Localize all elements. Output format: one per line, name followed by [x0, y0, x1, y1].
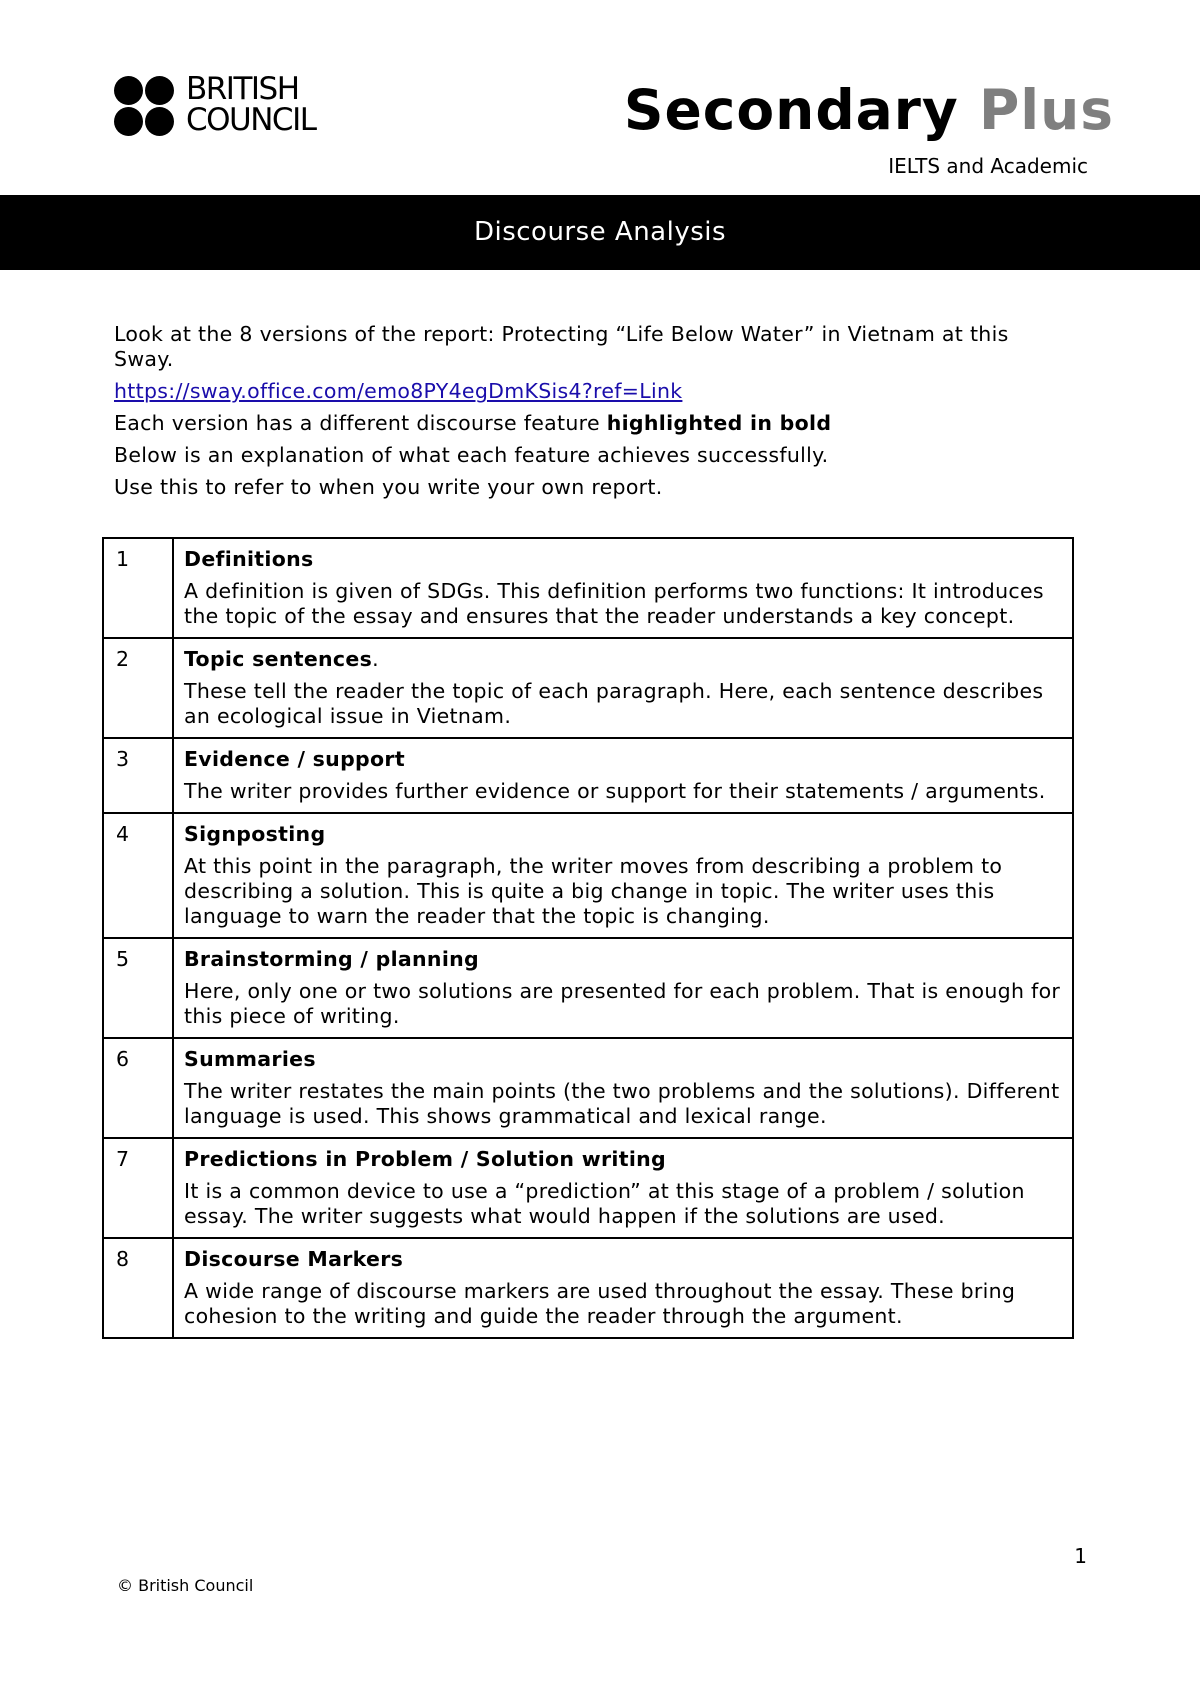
- logo-wordmark: [186, 71, 316, 138]
- feature-title: Definitions: [184, 547, 314, 571]
- feature-title-line: [184, 547, 1062, 572]
- feature-number: 4: [103, 813, 173, 938]
- feature-title: Brainstorming / planning: [184, 947, 480, 971]
- feature-title-line: [184, 947, 1062, 972]
- logo-line-1: BRITISH: [186, 71, 299, 107]
- intro-line-5: Use this to refer to when you write your own report.: [114, 475, 663, 499]
- feature-description: These tell the reader the topic of each paragraph. Here, each sentence describes an ecological issue in Vietnam.: [184, 679, 1044, 728]
- feature-number: 8: [103, 1238, 173, 1338]
- feature-number: 3: [103, 738, 173, 813]
- british-council-logo: [114, 71, 316, 138]
- feature-description: It is a common device to use a “prediction” at this stage of a problem / solution essay. The writer suggests what would happen if the solutions are used.: [184, 1179, 1025, 1228]
- brand-main: Secondary: [623, 78, 959, 142]
- feature-title: Summaries: [184, 1047, 316, 1071]
- feature-description: The writer restates the main points (the two problems and the solutions). Different language is used. This shows grammatical and lexical range.: [184, 1079, 1060, 1128]
- logo-dots-icon: [114, 74, 176, 136]
- table-row: [103, 1038, 1073, 1138]
- feature-title-line: [184, 747, 1062, 772]
- feature-title: Predictions in Problem / Solution writing: [184, 1147, 667, 1171]
- feature-title: Evidence / support: [184, 747, 405, 771]
- table-row: [103, 813, 1073, 938]
- feature-description: A wide range of discourse markers are used throughout the essay. These bring cohesion to the writing and guide the reader through the argument.: [184, 1279, 1016, 1328]
- intro-line-1: Look at the 8 versions of the report: Protecting “Life Below Water” in Vietnam at this Sway.: [114, 322, 1009, 371]
- page-number: 1: [1074, 1544, 1087, 1568]
- secondary-plus-brand: [624, 78, 1114, 142]
- feature-title-line: [184, 1047, 1062, 1072]
- feature-description: Here, only one or two solutions are presented for each problem. That is enough for this piece of writing.: [184, 979, 1061, 1028]
- feature-number: 7: [103, 1138, 173, 1238]
- intro-line-4: Below is an explanation of what each feature achieves successfully.: [114, 443, 829, 467]
- feature-cell: [173, 938, 1073, 1038]
- feature-description: A definition is given of SDGs. This definition performs two functions: It introduces the topic of the essay and ensures that the reader understands a key concept.: [184, 579, 1044, 628]
- feature-number: 6: [103, 1038, 173, 1138]
- intro-line-3-bold: highlighted in bold: [606, 411, 832, 435]
- feature-cell: [173, 1038, 1073, 1138]
- copyright-notice: © British Council: [117, 1576, 254, 1595]
- feature-number: 5: [103, 938, 173, 1038]
- feature-title-line: [184, 1147, 1062, 1172]
- feature-number: 1: [103, 538, 173, 638]
- table-row: [103, 938, 1073, 1038]
- brand-subtitle: IELTS and Academic: [888, 154, 1088, 178]
- feature-title: Signposting: [184, 822, 326, 846]
- brand-accent: Plus: [978, 78, 1114, 142]
- intro-line-3-text: Each version has a different discourse feature: [114, 411, 607, 435]
- page-title-banner: [0, 195, 1200, 270]
- feature-title-line: [184, 647, 1062, 672]
- feature-cell: [173, 813, 1073, 938]
- feature-cell: [173, 1138, 1073, 1238]
- feature-title: Topic sentences: [184, 647, 373, 671]
- feature-cell: [173, 538, 1073, 638]
- logo-line-2: COUNCIL: [186, 102, 316, 138]
- discourse-features-table: [102, 537, 1074, 1339]
- table-row: [103, 1138, 1073, 1238]
- table-row: [103, 538, 1073, 638]
- table-row: [103, 738, 1073, 813]
- feature-title-suffix: .: [372, 647, 379, 671]
- feature-cell: [173, 738, 1073, 813]
- feature-cell: [173, 638, 1073, 738]
- feature-description: The writer provides further evidence or support for their statements / arguments.: [184, 779, 1046, 803]
- feature-number: 2: [103, 638, 173, 738]
- intro-section: [114, 322, 1074, 507]
- table-row: [103, 1238, 1073, 1338]
- feature-title: Discourse Markers: [184, 1247, 404, 1271]
- intro-line-3: [114, 411, 1074, 436]
- feature-title-line: [184, 1247, 1062, 1272]
- feature-title-line: [184, 822, 1062, 847]
- table-row: [103, 638, 1073, 738]
- sway-link[interactable]: https://sway.office.com/emo8PY4egDmKSis4?ref=Link: [114, 379, 683, 403]
- page-title: Discourse Analysis: [473, 217, 727, 247]
- feature-cell: [173, 1238, 1073, 1338]
- feature-description: At this point in the paragraph, the writer moves from describing a problem to describing a solution. This is quite a big change in topic. The writer uses this language to warn the reader that the topic is changing.: [184, 854, 1003, 928]
